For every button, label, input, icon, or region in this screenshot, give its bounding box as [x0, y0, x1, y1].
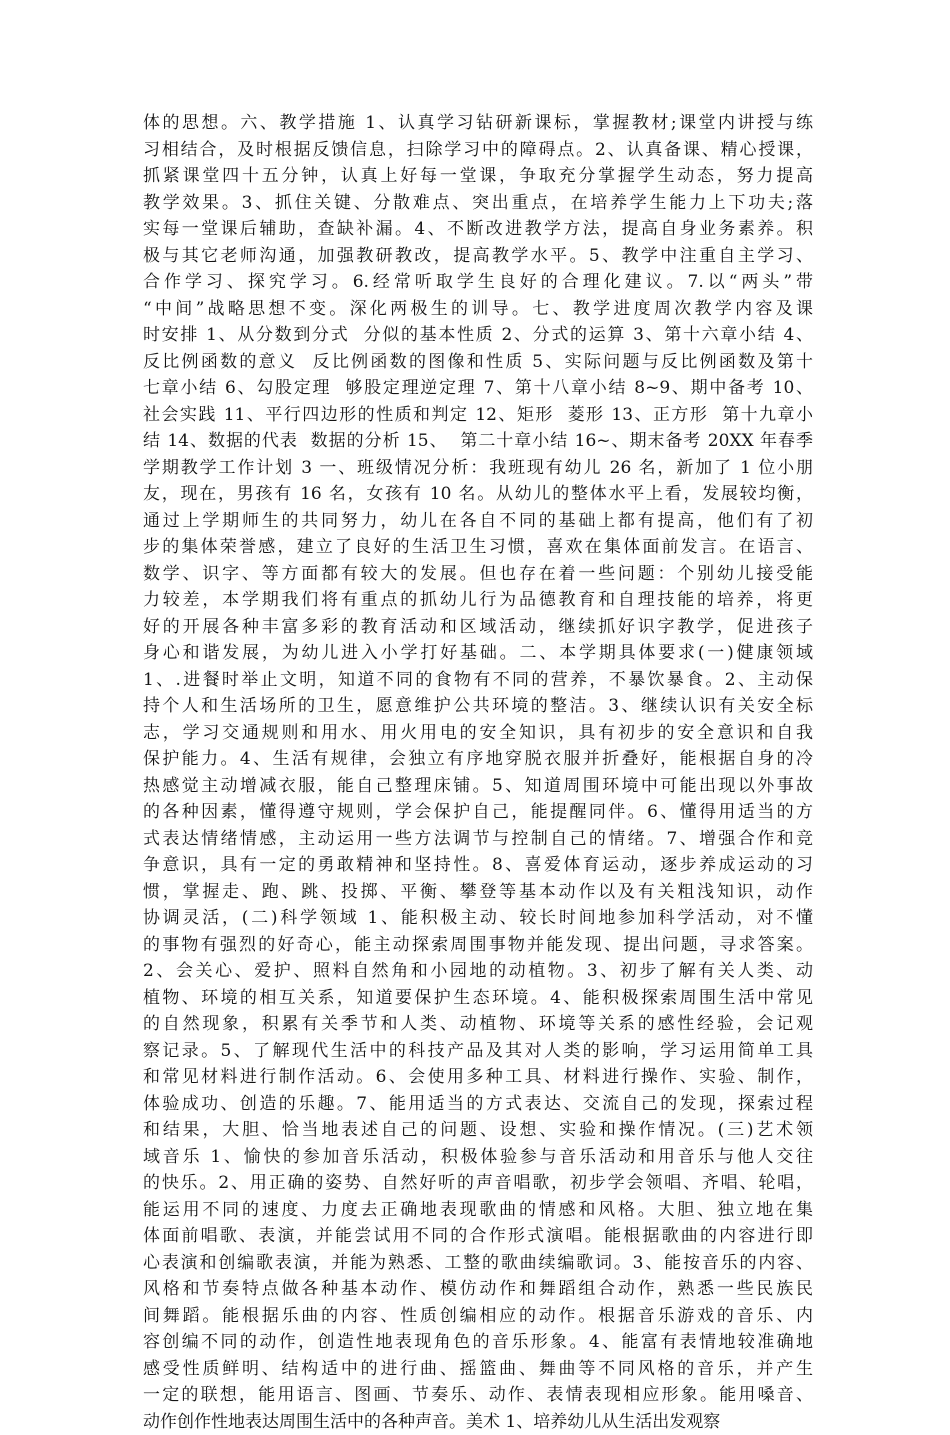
text-line: 热感觉主动增减衣服，能自己整理床铺。5、知道周围环境中可能出现以外事故 — [143, 773, 813, 800]
text-line: 步的集体荣誉感，建立了良好的生活卫生习惯，喜欢在集体面前发言。在语言、 — [143, 534, 813, 561]
text-line: 结 14、数据的代表 数据的分析 15、 第二十章小结 16~、期末备考 20XX 年春季 — [143, 428, 813, 455]
text-line: 的各种因素，懂得遵守规则，学会保护自己，能提醒同伴。6、懂得用适当的方 — [143, 799, 813, 826]
text-line: 社会实践 11、平行四边形的性质和判定 12、矩形 菱形 13、正方形 第十九章小 — [143, 402, 813, 429]
text-line: 体验成功、创造的乐趣。7、能用适当的方式表达、交流自己的发现，探索过程 — [143, 1091, 813, 1118]
text-line: 和结果，大胆、恰当地表述自己的问题、设想、实验和操作情况。(三)艺术领 — [143, 1117, 813, 1144]
text-line: 教学效果。3、抓住关键、分散难点、突出重点，在培养学生能力上下功夫;落 — [143, 190, 813, 217]
text-line: 持个人和生活场所的卫生，愿意维护公共环境的整洁。3、继续认识有关安全标 — [143, 693, 813, 720]
text-line: 植物、环境的相互关系，知道要保护生态环境。4、能积极探索周围生活中常见 — [143, 985, 813, 1012]
text-line: 争意识，具有一定的勇敢精神和坚持性。8、喜爱体育运动，逐步养成运动的习 — [143, 852, 813, 879]
text-line: 七章小结 6、勾股定理 够股定理逆定理 7、第十八章小结 8~9、期中备考 10、 — [143, 375, 813, 402]
text-line: 体面前唱歌、表演，并能尝试用不同的合作形式演唱。能根据歌曲的内容进行即 — [143, 1223, 813, 1250]
text-line: 身心和谐发展，为幼儿进入小学打好基础。二、本学期具体要求(一)健康领域 — [143, 640, 813, 667]
text-line: 极与其它老师沟通，加强教研教改，提高教学水平。5、教学中注重自主学习、 — [143, 243, 813, 270]
body-text — [143, 110, 813, 1435]
text-line: 时安排 1、从分数到分式 分似的基本性质 2、分式的运算 3、第十六章小结 4、 — [143, 322, 813, 349]
text-line: 的快乐。2、用正确的姿势、自然好听的声音唱歌，初步学会领唱、齐唱、轮唱， — [143, 1170, 813, 1197]
text-line: 一定的联想，能用语言、图画、节奏乐、动作、表情表现相应形象。能用嗓音、 — [143, 1382, 813, 1409]
text-line: 志，学习交通规则和用水、用火用电的安全知识，具有初步的安全意识和自我 — [143, 720, 813, 747]
text-line: 域音乐 1、愉快的参加音乐活动，积极体验参与音乐活动和用音乐与他人交往 — [143, 1144, 813, 1171]
text-line: “中间”战略思想不变。深化两极生的训导。七、教学进度周次教学内容及课 — [143, 296, 813, 323]
text-line: 感受性质鲜明、结构适中的进行曲、摇篮曲、舞曲等不同风格的音乐，并产生 — [143, 1356, 813, 1383]
text-line: 惯，掌握走、跑、跳、投掷、平衡、攀登等基本动作以及有关粗浅知识，动作 — [143, 879, 813, 906]
text-line: 动作创作性地表达周围生活中的各种声音。美术 1、培养幼儿从生活出发观察 — [143, 1409, 813, 1435]
text-line: 通过上学期师生的共同努力，幼儿在各自不同的基础上都有提高，他们有了初 — [143, 508, 813, 535]
text-line: 保护能力。4、生活有规律，会独立有序地穿脱衣服并折叠好，能根据自身的冷 — [143, 746, 813, 773]
text-line: 1、.进餐时举止文明，知道不同的食物有不同的营养，不暴饮暴食。2、主动保 — [143, 667, 813, 694]
text-line: 式表达情绪情感，主动运用一些方法调节与控制自己的情绪。7、增强合作和竞 — [143, 826, 813, 853]
text-line: 协调灵活，(二)科学领域 1、能积极主动、较长时间地参加科学活动，对不懂 — [143, 905, 813, 932]
text-line: 容创编不同的动作，创造性地表现角色的音乐形象。4、能富有表情地较准确地 — [143, 1329, 813, 1356]
text-line: 体的思想。六、教学措施 1、认真学习钻研新课标，掌握教材;课堂内讲授与练 — [143, 110, 813, 137]
text-line: 实每一堂课后辅助，查缺补漏。4、不断改进教学方法，提高自身业务素养。积 — [143, 216, 813, 243]
text-line: 心表演和创编歌表演，并能为熟悉、工整的歌曲续编歌词。3、能按音乐的内容、 — [143, 1250, 813, 1277]
text-line: 习相结合，及时根据反馈信息，扫除学习中的障碍点。2、认真备课、精心授课， — [143, 137, 813, 164]
text-line: 数学、识字、等方面都有较大的发展。但也存在着一些问题：个别幼儿接受能 — [143, 561, 813, 588]
text-line: 合作学习、探究学习。6.经常听取学生良好的合理化建议。7.以“两头”带 — [143, 269, 813, 296]
text-line: 2、会关心、爱护、照料自然角和小园地的动植物。3、初步了解有关人类、动 — [143, 958, 813, 985]
text-line: 友，现在，男孩有 16 名，女孩有 10 名。从幼儿的整体水平上看，发展较均衡， — [143, 481, 813, 508]
text-line: 学期教学工作计划 3 一、班级情况分析：我班现有幼儿 26 名，新加了 1 位小朋 — [143, 455, 813, 482]
text-line: 抓紧课堂四十五分钟，认真上好每一堂课，争取充分掌握学生动态，努力提高 — [143, 163, 813, 190]
text-line: 风格和节奏特点做各种基本动作、模仿动作和舞蹈组合动作，熟悉一些民族民 — [143, 1276, 813, 1303]
text-line: 力较差，本学期我们将有重点的抓幼儿行为品德教育和自理技能的培养，将更 — [143, 587, 813, 614]
text-line: 反比例函数的意义 反比例函数的图像和性质 5、实际问题与反比例函数及第十 — [143, 349, 813, 376]
text-line: 和常见材料进行制作活动。6、会使用多种工具、材料进行操作、实验、制作， — [143, 1064, 813, 1091]
text-line: 察记录。5、了解现代生活中的科技产品及其对人类的影响，学习运用简单工具 — [143, 1038, 813, 1065]
text-line: 的自然现象，积累有关季节和人类、动植物、环境等关系的感性经验，会记观 — [143, 1011, 813, 1038]
text-line: 间舞蹈。能根据乐曲的内容、性质创编相应的动作。根据音乐游戏的音乐、内 — [143, 1303, 813, 1330]
text-line: 的事物有强烈的好奇心，能主动探索周围事物并能发现、提出问题，寻求答案。 — [143, 932, 813, 959]
text-line: 好的开展各种丰富多彩的教育活动和区域活动，继续抓好识字教学，促进孩子 — [143, 614, 813, 641]
text-line: 能运用不同的速度、力度去正确地表现歌曲的情感和风格。大胆、独立地在集 — [143, 1197, 813, 1224]
